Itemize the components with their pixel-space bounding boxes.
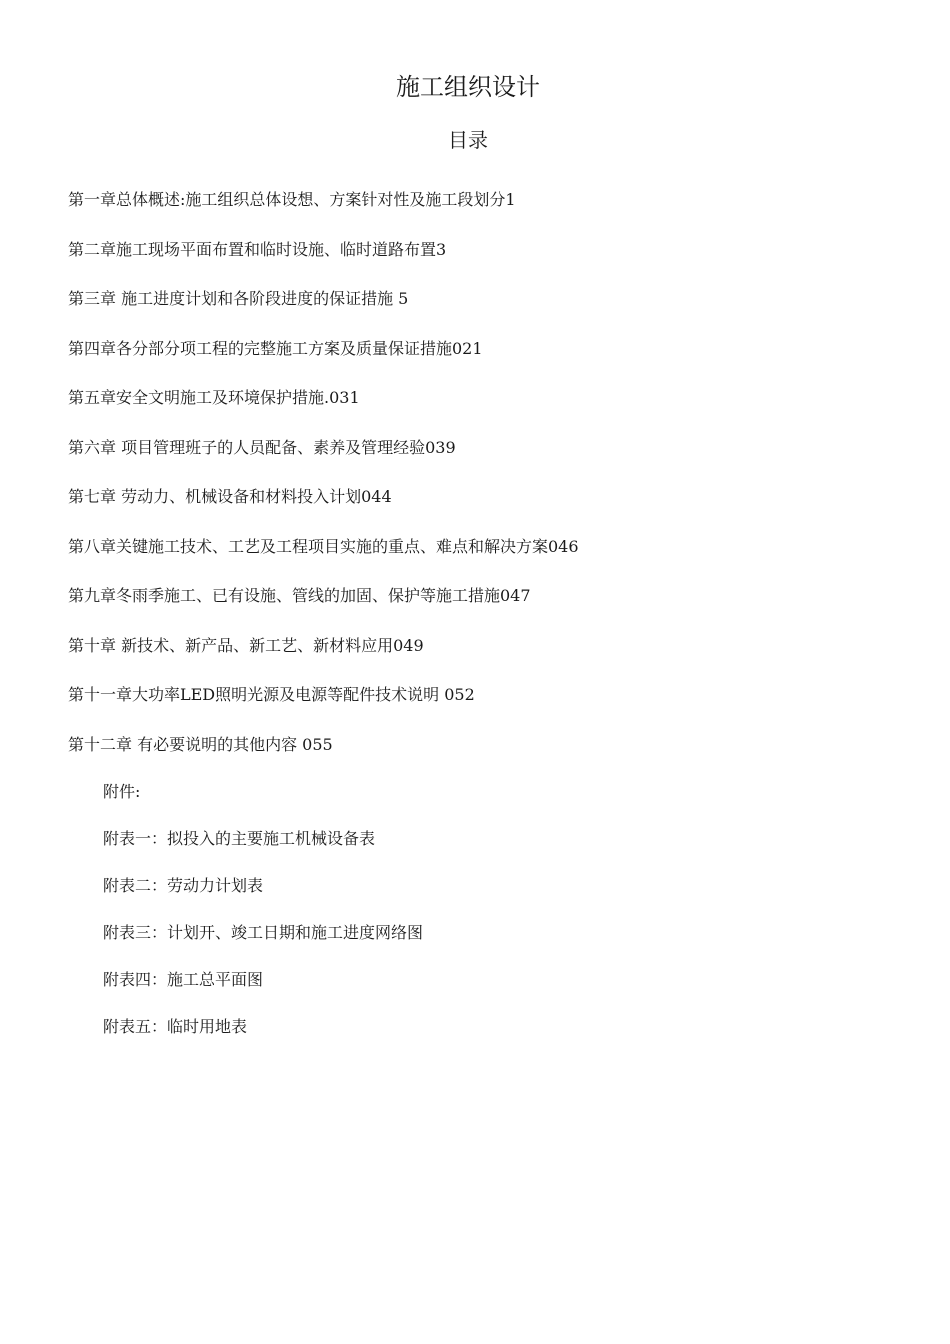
toc-entry-chapter-11: 第十一章大功率LED照明光源及电源等配件技术说明 052 [68, 685, 475, 704]
appendix-entry-2: 附表二：劳动力计划表 [103, 876, 264, 895]
toc-entry-chapter-4: 第四章各分部分项工程的完整施工方案及质量保证措施021 [68, 338, 483, 358]
toc-entry-chapter-8: 第八章关键施工技术、工艺及工程项目实施的重点、难点和解决方案046 [68, 536, 579, 556]
toc-entry-chapter-7: 第七章 劳动力、机械设备和材料投入计划044 [68, 487, 392, 506]
toc-entry-chapter-3: 第三章 施工进度计划和各阶段进度的保证措施 5 [68, 289, 409, 308]
toc-entry-chapter-9: 第九章冬雨季施工、已有设施、管线的加固、保护等施工措施047 [68, 586, 531, 605]
toc-entry-chapter-5: 第五章安全文明施工及环境保护措施.031 [68, 388, 360, 407]
document-title: 施工组织设计 [396, 73, 540, 101]
toc-entry-chapter-6: 第六章 项目管理班子的人员配备、素养及管理经验039 [68, 437, 456, 457]
appendix-list [103, 777, 423, 1059]
toc-entry-chapter-2: 第二章施工现场平面布置和临时设施、临时道路布置3 [68, 239, 447, 259]
toc-entry-chapter-10: 第十章 新技术、新产品、新工艺、新材料应用049 [68, 635, 424, 655]
appendix-entry-3: 附表三：计划开、竣工日期和施工进度网络图 [103, 923, 424, 942]
appendix-entry-1: 附表一：拟投入的主要施工机械设备表 [103, 829, 376, 848]
toc-entry-chapter-1: 第一章总体概述:施工组织总体设想、方案针对性及施工段划分1 [68, 190, 516, 209]
toc-entry-chapter-12: 第十二章 有必要说明的其他内容 055 [68, 734, 333, 754]
toc-list [68, 185, 579, 779]
appendix-entry-4: 附表四：施工总平面图 [103, 970, 264, 989]
appendix-entry-5: 附表五：临时用地表 [103, 1017, 248, 1036]
appendix-label: 附件: [103, 782, 141, 801]
toc-heading: 目录 [448, 128, 488, 152]
